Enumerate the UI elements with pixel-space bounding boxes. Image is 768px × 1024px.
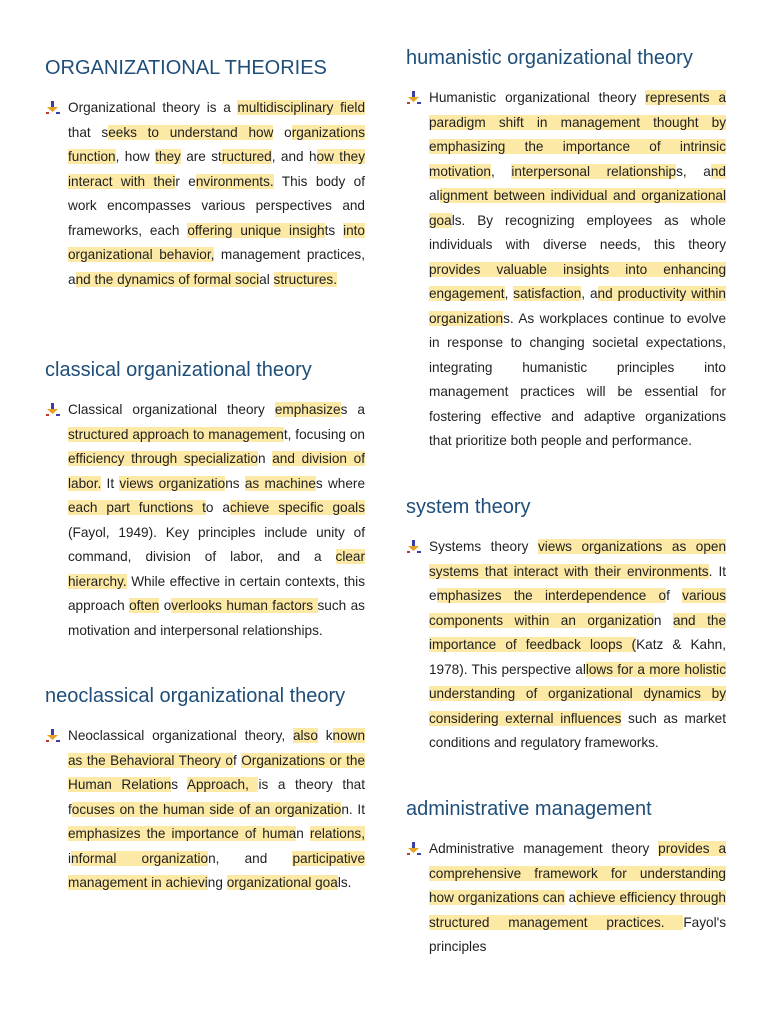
body-text: al bbox=[429, 188, 440, 203]
arrow-bullet-icon bbox=[46, 403, 60, 416]
section-classical-theory bbox=[45, 358, 365, 643]
body-text: , a bbox=[581, 286, 598, 301]
bullet-item bbox=[68, 96, 365, 292]
highlighted-text: they bbox=[155, 149, 181, 164]
body-text: ls. bbox=[337, 875, 352, 890]
arrow-bullet-icon bbox=[407, 540, 421, 553]
body-text: such as motivation and interpersonal relationships. bbox=[68, 598, 365, 638]
body-text: o a bbox=[205, 500, 230, 515]
body-text: Fayol's principles bbox=[429, 914, 726, 954]
section-heading: neoclassical organizational theory bbox=[45, 685, 346, 707]
section-paragraph bbox=[429, 86, 726, 454]
body-text: such as market conditions and regulatory frameworks. bbox=[429, 710, 726, 750]
highlighted-text: relations, bbox=[309, 826, 365, 841]
body-text: Systems theory bbox=[429, 539, 538, 554]
section-organizational-theories bbox=[45, 56, 365, 292]
highlighted-text: often bbox=[129, 598, 160, 613]
bullet-item bbox=[429, 86, 726, 454]
section-paragraph bbox=[429, 837, 726, 960]
arrow-bullet-icon bbox=[46, 729, 60, 742]
body-text: s where bbox=[315, 475, 366, 491]
body-text: s. As workplaces continue to evolve in response to changing societal expectations, integrating humanistic principles into management practices will be essential for fostering effective and adaptive organizations that prioritize both people and performance. bbox=[429, 310, 726, 448]
section-heading: ORGANIZATIONAL THEORIES bbox=[45, 57, 327, 79]
body-text: s a bbox=[340, 402, 365, 417]
body-text: This body of work encompasses various perspectives and frameworks, each bbox=[68, 173, 365, 238]
highlighted-text: satisfaction bbox=[513, 286, 582, 301]
highlighted-text: nvironments. bbox=[195, 173, 274, 189]
highlighted-text: eeks to understand how bbox=[108, 124, 274, 140]
body-text: i bbox=[68, 850, 72, 866]
body-text: n bbox=[653, 612, 673, 628]
body-text: ng bbox=[207, 875, 227, 890]
body-text: Administrative management theory bbox=[429, 841, 659, 856]
highlighted-text: ocuses on the human side of an organizatio bbox=[71, 801, 342, 817]
highlighted-text: multidisciplinary field bbox=[237, 100, 366, 115]
body-text: , bbox=[490, 163, 512, 179]
section-paragraph bbox=[429, 535, 726, 756]
body-text: a bbox=[564, 890, 577, 905]
highlighted-text: nformal organizatio bbox=[71, 850, 209, 866]
section-paragraph bbox=[68, 398, 365, 643]
arrow-bullet-icon bbox=[407, 91, 421, 104]
highlighted-text: ow they interact with thei bbox=[68, 149, 365, 189]
highlighted-text: represents a paradigm shift in management thought by emphasizing the importance of intrinsic motivation bbox=[429, 90, 726, 179]
body-text: n bbox=[257, 451, 273, 466]
highlighted-text: ignment between individual and organizational goa bbox=[429, 188, 726, 228]
section-neoclassical-theory bbox=[45, 684, 365, 896]
highlighted-text: structures. bbox=[273, 271, 337, 287]
body-text: management practices, a bbox=[68, 247, 365, 287]
highlighted-text: lows for a more holistic understanding of organizational dynamics by considering external influences bbox=[429, 661, 727, 726]
bullet-item bbox=[68, 724, 365, 896]
body-text: o bbox=[159, 598, 172, 613]
body-text: (Fayol, 1949). Key principles include unity of command, division of labor, and a bbox=[68, 524, 365, 564]
highlighted-text: organizational goa bbox=[226, 875, 338, 890]
bullet-item bbox=[429, 535, 726, 756]
body-text: Classical organizational theory bbox=[68, 402, 275, 417]
highlighted-text: provides a comprehensive framework for understanding how organizations can bbox=[429, 841, 727, 905]
body-text: , how bbox=[115, 149, 156, 164]
highlighted-text: each part functions t bbox=[68, 500, 206, 515]
body-text: Katz & Kahn, 1978). This perspective al bbox=[429, 637, 726, 677]
highlighted-text: nown as the Behavioral Theory o bbox=[68, 728, 366, 768]
highlighted-text: chieve efficiency through structured management practices. bbox=[429, 890, 726, 930]
highlighted-text: views organizatio bbox=[119, 475, 226, 491]
body-text: n. It bbox=[341, 801, 365, 817]
body-text: is a theory that f bbox=[68, 777, 365, 817]
highlighted-text: views organizations as open systems that interact with their environments bbox=[429, 539, 727, 579]
highlighted-text: provides valuable insights into enhancing engagement bbox=[429, 261, 726, 301]
body-text: k bbox=[317, 728, 333, 743]
section-heading: humanistic organizational theory bbox=[406, 47, 693, 69]
highlighted-text: and the importance of feedback loops ( bbox=[429, 612, 726, 652]
highlighted-text: Approach, bbox=[186, 777, 259, 792]
highlighted-text: nd bbox=[710, 163, 726, 179]
highlighted-text: rganizations function bbox=[68, 124, 366, 164]
body-text: o bbox=[273, 124, 292, 140]
body-text: that s bbox=[68, 124, 109, 140]
bullet-item bbox=[429, 837, 726, 960]
section-heading: classical organizational theory bbox=[45, 359, 312, 381]
highlighted-text: as machine bbox=[244, 475, 316, 491]
body-text: It bbox=[101, 475, 120, 491]
body-text: While effective in certain contexts, this approach bbox=[68, 573, 365, 613]
body-text: s, a bbox=[676, 163, 711, 179]
body-text: Humanistic organizational theory bbox=[429, 90, 646, 105]
body-text: ls. By recognizing employees as whole individuals with diverse needs, this theory bbox=[429, 212, 726, 252]
body-text: n, and bbox=[208, 850, 293, 866]
highlighted-text: offering unique insigh bbox=[187, 222, 325, 238]
section-system-theory bbox=[406, 495, 726, 756]
body-text: al bbox=[259, 271, 274, 287]
highlighted-text: Organizations or the Human Relation bbox=[68, 752, 365, 792]
body-text: Neoclassical organizational theory, bbox=[68, 728, 293, 743]
highlighted-text: participative management in achievi bbox=[68, 850, 366, 890]
highlighted-text: emphasize bbox=[274, 402, 341, 417]
highlighted-text: nd the dynamics of formal soci bbox=[75, 271, 260, 287]
body-text: ns bbox=[225, 475, 245, 491]
highlighted-text: also bbox=[292, 728, 318, 743]
section-humanistic-theory bbox=[406, 46, 726, 454]
body-text: t, focusing on bbox=[283, 426, 365, 442]
highlighted-text: clear hierarchy. bbox=[68, 549, 365, 589]
section-administrative-management bbox=[406, 797, 726, 960]
highlighted-text: emphasizes the importance of huma bbox=[68, 826, 297, 841]
highlighted-text: and division of labor. bbox=[68, 451, 365, 491]
highlighted-text: nd productivity within organization bbox=[429, 286, 726, 326]
highlighted-text: efficiency through specializatio bbox=[68, 451, 258, 466]
highlighted-text: interpersonal relationship bbox=[511, 163, 677, 179]
body-text: n bbox=[296, 826, 310, 841]
section-heading: administrative management bbox=[406, 798, 652, 820]
section-paragraph bbox=[68, 724, 365, 896]
body-text: are st bbox=[180, 149, 222, 164]
highlighted-text: ructured bbox=[221, 149, 272, 164]
highlighted-text: chieve specific goals bbox=[229, 500, 365, 515]
highlighted-text: various components within an organizatio bbox=[429, 588, 726, 628]
highlighted-text: verlooks human factors bbox=[171, 598, 318, 613]
body-text: , and h bbox=[271, 149, 317, 164]
highlighted-text: mphasizes the interdependence o bbox=[436, 588, 667, 603]
arrow-bullet-icon bbox=[407, 842, 421, 855]
section-paragraph bbox=[68, 96, 365, 292]
arrow-bullet-icon bbox=[46, 101, 60, 114]
highlighted-text: into organizational behavior, bbox=[68, 222, 365, 262]
section-heading: system theory bbox=[406, 496, 531, 518]
bullet-item bbox=[68, 398, 365, 643]
body-text: ts bbox=[324, 222, 344, 238]
body-text: . It e bbox=[429, 563, 726, 603]
highlighted-text: structured approach to managemen bbox=[68, 426, 284, 442]
body-text: s bbox=[171, 777, 187, 792]
body-text: f bbox=[666, 588, 683, 603]
body-text: Organizational theory is a bbox=[68, 100, 238, 115]
body-text: r e bbox=[175, 173, 196, 189]
body-text: , bbox=[504, 286, 514, 301]
body-text: f bbox=[232, 752, 242, 768]
